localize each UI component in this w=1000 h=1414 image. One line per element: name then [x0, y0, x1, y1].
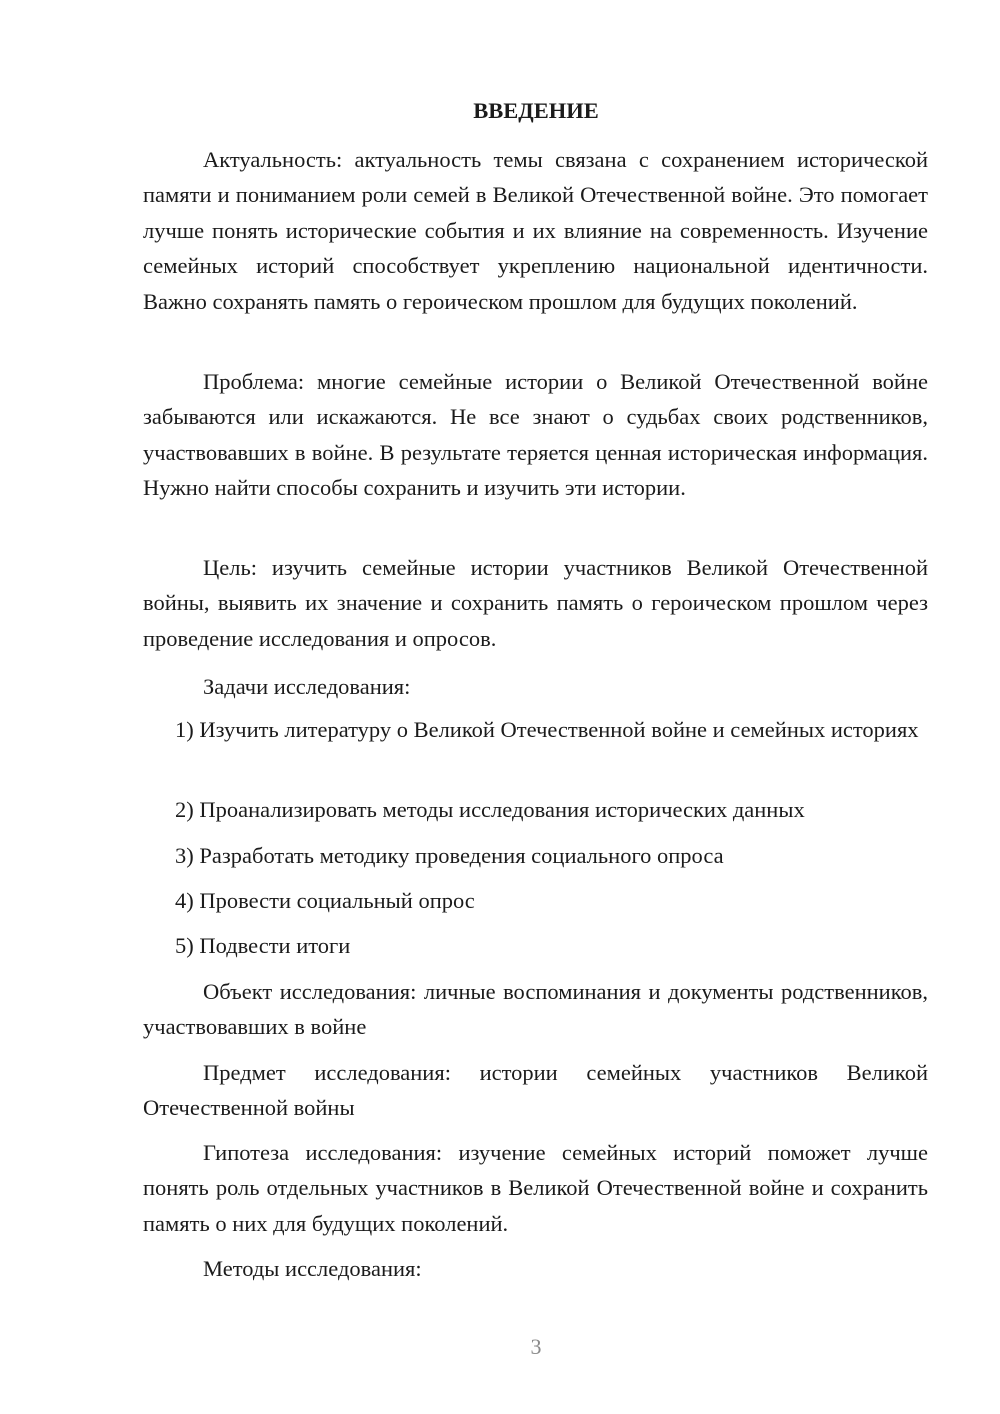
object-paragraph: Объект исследования: личные воспоминания и документы родственников, участвовавших в войне [143, 979, 928, 1040]
task-item-1: 1) Изучить литературу о Великой Отечественной войне и семейных историях [175, 717, 919, 742]
task-item-4: 4) Провести социальный опрос [175, 888, 475, 913]
task-item-2: 2) Проанализировать методы исследования исторических данных [175, 797, 805, 822]
goal-paragraph: Цель: изучить семейные истории участников Великой Отечественной войны, выявить их значение и сохранить память о героическом прошлом через проведение исследования и опросов. [143, 555, 928, 651]
tasks-heading: Задачи исследования: [203, 674, 411, 699]
task-item-5: 5) Подвести итоги [175, 933, 351, 958]
methods-heading: Методы исследования: [203, 1256, 422, 1281]
page-number: 3 [530, 1334, 542, 1359]
relevance-paragraph: Актуальность: актуальность темы связана с сохранением исторической памяти и пониманием роли семей в Великой Отечественной войне. Это помогает лучше понять исторические события и их влияние на современность. Изучение семейных историй способствует укреплению национальной идентичности. Важно сохранять память о героическом прошлом для будущих поколений. [143, 147, 928, 314]
problem-paragraph: Проблема: многие семейные истории о Великой Отечественной войне забываются или искажаются. Не все знают о судьбах своих родственников, участвовавших в войне. В результате теряется ценная историческая информация. Нужно найти способы сохранить и изучить эти истории. [143, 369, 928, 501]
page-title: ВВЕДЕНИЕ [473, 98, 599, 123]
hypothesis-paragraph: Гипотеза исследования: изучение семейных историй поможет лучше понять роль отдельных участников в Великой Отечественной войне и сохранить память о них для будущих поколений. [143, 1140, 928, 1236]
subject-paragraph: Предмет исследования: истории семейных участников Великой Отечественной войны [143, 1060, 928, 1121]
task-item-3: 3) Разработать методику проведения социального опроса [175, 843, 724, 868]
